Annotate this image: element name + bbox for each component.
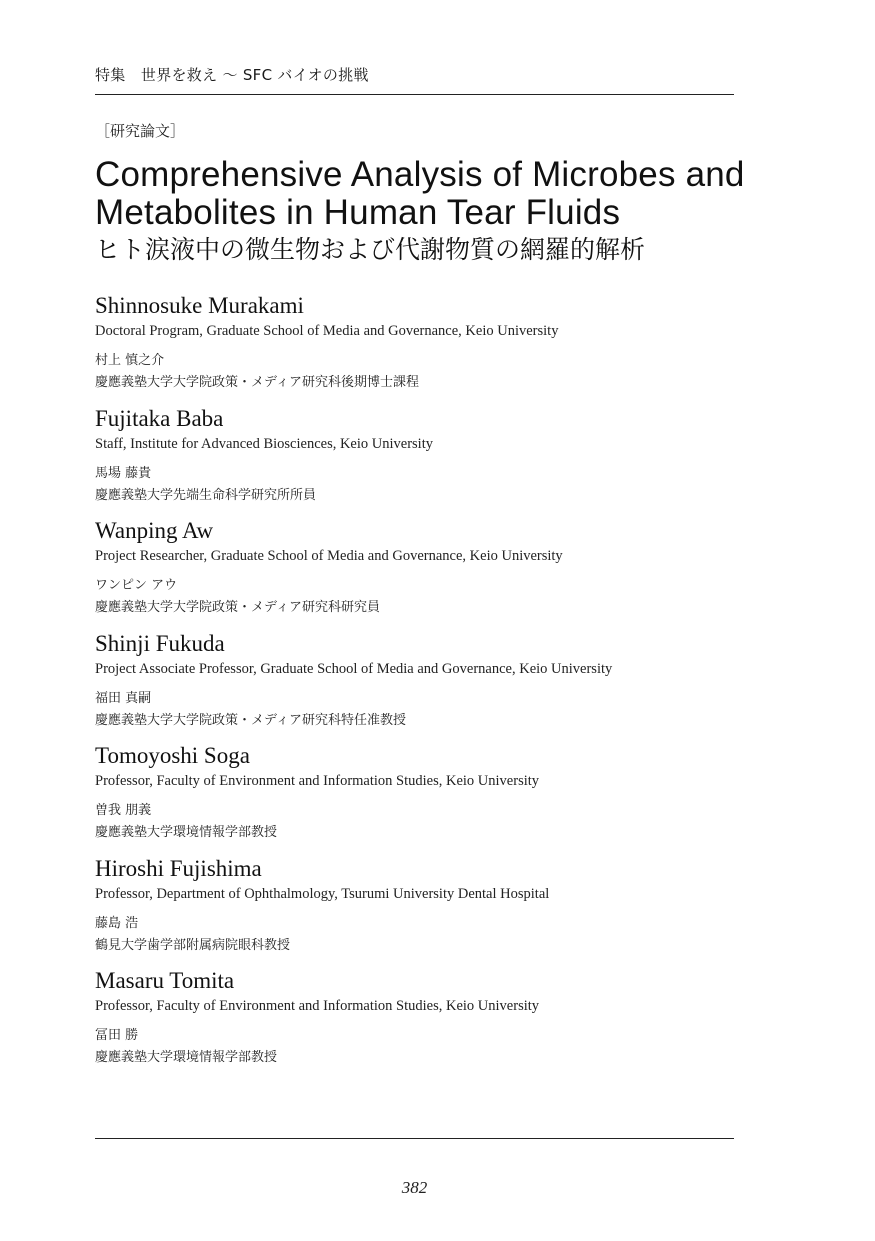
author-name: Tomoyoshi Soga	[95, 743, 250, 768]
author-affiliation-japanese: 慶應義塾大学環境情報学部教授	[95, 825, 278, 840]
author-affiliation-japanese: 慶應義塾大学大学院政策・メディア研究科後期博士課程	[95, 375, 419, 390]
author-name-japanese: 藤島 浩	[95, 915, 139, 931]
author-name-japanese: 福田 真嗣	[95, 690, 152, 706]
author-name: Fujitaka Baba	[95, 405, 224, 431]
author-name: Masaru Tomita	[95, 968, 235, 993]
footer-rule	[95, 1138, 734, 1139]
author-affiliation-japanese: 鶴見大学歯学部附属病院眼科教授	[95, 937, 291, 953]
author-affiliation: Project Associate Professor, Graduate School of Media and Governance, Keio University	[95, 660, 613, 677]
article-title-english: Comprehensive Analysis of Microbes and Metabolites in Human Tear Fluids	[95, 155, 745, 232]
author-affiliation: Project Researcher, Graduate School of Media and Governance, Keio University	[95, 548, 563, 564]
author-affiliation: Doctoral Program, Graduate School of Media and Governance, Keio University	[95, 323, 559, 339]
author-affiliation: Professor, Faculty of Environment and Information Studies, Keio University	[95, 773, 540, 789]
page-number: 382	[401, 1178, 428, 1197]
author-block	[95, 630, 734, 743]
author-block	[95, 855, 734, 968]
author-block	[95, 292, 734, 405]
author-name: Wanping Aw	[95, 518, 214, 543]
author-name: Shinnosuke Murakami	[95, 293, 304, 318]
author-block	[95, 967, 734, 1080]
author-affiliation-japanese: 慶應義塾大学先端生命科学研究所所員	[95, 487, 317, 503]
author-affiliation: Professor, Faculty of Environment and Information Studies, Keio University	[95, 998, 540, 1014]
author-block	[95, 742, 734, 855]
article-category: ［研究論文］	[95, 122, 186, 140]
author-affiliation: Staff, Institute for Advanced Biosciences, Keio University	[95, 435, 433, 452]
author-name: Hiroshi Fujishima	[95, 855, 262, 881]
author-affiliation-japanese: 慶應義塾大学大学院政策・メディア研究科研究員	[95, 600, 380, 615]
header-rule	[95, 94, 734, 95]
author-name: Shinji Fukuda	[95, 630, 225, 656]
author-name-japanese: ワンピン アウ	[95, 578, 178, 593]
author-affiliation-japanese: 慶應義塾大学大学院政策・メディア研究科特任准教授	[95, 712, 406, 728]
author-affiliation-japanese: 慶應義塾大学環境情報学部教授	[95, 1050, 278, 1065]
author-name-japanese: 馬場 藤貴	[95, 465, 152, 481]
author-name-japanese: 曽我 朋義	[95, 803, 152, 818]
author-block	[95, 517, 734, 630]
author-block	[95, 405, 734, 518]
author-name-japanese: 村上 慎之介	[95, 353, 165, 368]
author-name-japanese: 冨田 勝	[95, 1028, 139, 1043]
running-header: 特集 世界を救え ～ SFC バイオの挑戦	[95, 66, 369, 84]
author-list	[95, 292, 734, 1080]
author-affiliation: Professor, Department of Ophthalmology, Tsurumi University Dental Hospital	[95, 885, 550, 902]
article-title-japanese: ヒト涙液中の微生物および代謝物質の網羅的解析	[95, 235, 646, 264]
paper-page	[95, 0, 745, 1241]
